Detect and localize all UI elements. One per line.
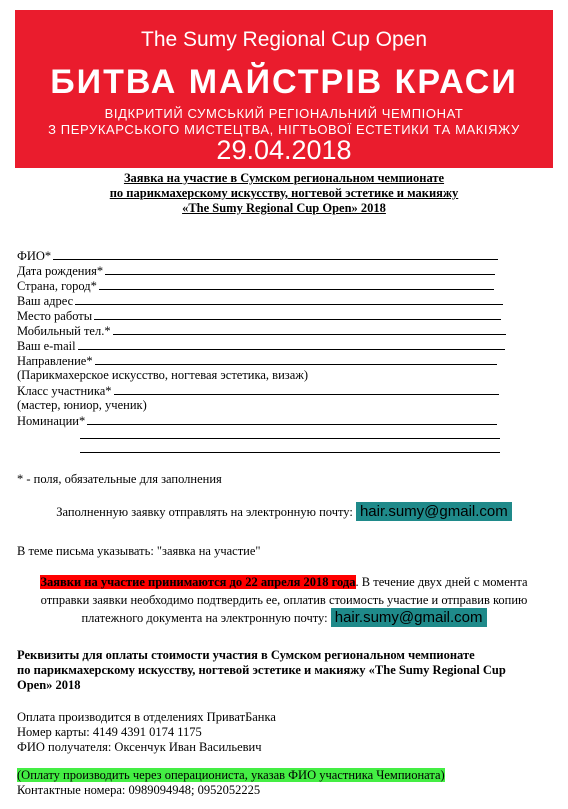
field-country[interactable] <box>17 278 494 293</box>
direction-hint: (Парикмахерское искусство, ногтевая эстетика, визаж) <box>17 368 309 382</box>
field-address[interactable] <box>17 293 503 308</box>
field-work[interactable] <box>17 308 501 323</box>
field-work-line[interactable] <box>94 308 501 320</box>
field-direction-label: Направление* <box>17 354 93 368</box>
send-text: Заполненную заявку отправлять на электронную почту: <box>56 505 353 519</box>
payment-title <box>17 648 506 693</box>
payment-note: (Оплату производить через операциониста, указав ФИО участника Чемпионата) <box>17 768 445 782</box>
banner-subtitle-line2: З ПЕРУКАРСЬКОГО МИСТЕЦТВА, НІГТЬОВОЇ ЕСТЕТИКИ ТА МАКІЯЖУ <box>48 122 520 137</box>
field-class[interactable] <box>17 383 499 398</box>
deadline-line1 <box>0 573 568 591</box>
payment-card: Номер карты: 4149 4391 0174 1175 <box>17 725 202 739</box>
field-address-line[interactable] <box>75 293 503 305</box>
banner-title-en: The Sumy Regional Cup Open <box>141 28 427 51</box>
banner-subtitle-line1: ВІДКРИТИЙ СУМСЬКИЙ РЕГІОНАЛЬНИЙ ЧЕМПІОНАТ <box>104 106 464 121</box>
field-nominations-line[interactable] <box>87 413 497 425</box>
heading-line3: «The Sumy Regional Cup Open» 2018 <box>182 201 386 215</box>
deadline-paragraph <box>0 573 568 627</box>
heading-line2: по парикмахерскому искусству, ногтевой эстетике и макияжу <box>109 186 459 200</box>
field-nominations-label: Номинации* <box>17 414 86 428</box>
field-mobile-label: Мобильный тел.* <box>17 324 111 338</box>
field-birth-line[interactable] <box>105 263 495 275</box>
field-direction-line[interactable] <box>95 353 497 365</box>
deadline-line2: отправки заявки необходимо подтвердить ее, оплатив стоимость участие и отправив копию <box>40 593 528 607</box>
payment-title-line1: Реквизиты для оплаты стоимости участия в Сумском региональном чемпионате <box>17 648 475 662</box>
field-country-label: Страна, город* <box>17 279 97 293</box>
send-instructions <box>0 503 568 521</box>
field-email[interactable] <box>17 338 505 353</box>
deadline-email-link[interactable]: hair.sumy@gmail.com <box>331 608 487 627</box>
deadline-line3 <box>0 609 568 627</box>
field-nominations[interactable] <box>17 413 497 428</box>
banner-title-ua: БИТВА МАЙСТРІВ КРАСИ <box>50 63 518 101</box>
event-banner <box>15 10 553 168</box>
field-fio-label: ФИО* <box>17 249 52 263</box>
field-fio[interactable] <box>17 248 498 263</box>
payment-details <box>17 710 276 755</box>
field-birth[interactable] <box>17 263 495 278</box>
deadline-rest3: платежного документа на электронную почту: <box>81 611 328 625</box>
nominations-line-2[interactable] <box>80 438 500 439</box>
payment-footer <box>17 768 445 798</box>
nominations-line-3[interactable] <box>80 452 500 453</box>
field-address-label: Ваш адрес <box>17 294 74 308</box>
class-hint: (мастер, юниор, ученик) <box>17 398 147 412</box>
banner-date: 29.04.2018 <box>216 135 352 165</box>
payment-bank: Оплата производится в отделениях ПриватБанка <box>17 710 276 724</box>
field-class-line[interactable] <box>114 383 499 395</box>
field-mobile[interactable] <box>17 323 506 338</box>
payment-title-line2: по парикмахерскому искусству, ногтевой эстетике и макияжу «The Sumy Regional Cup <box>17 663 506 677</box>
field-mobile-line[interactable] <box>113 323 506 335</box>
deadline-highlight: Заявки на участие принимаются до 22 апреля 2018 года <box>40 575 356 589</box>
field-email-line[interactable] <box>78 338 505 350</box>
field-fio-line[interactable] <box>53 248 498 260</box>
subject-instructions: В теме письма указывать: "заявка на участие" <box>17 544 261 558</box>
required-note: * - поля, обязательные для заполнения <box>17 472 222 486</box>
field-work-label: Место работы <box>17 309 93 323</box>
field-country-line[interactable] <box>99 278 494 290</box>
payment-title-line3: Open» 2018 <box>17 678 81 692</box>
deadline-rest1: . В течение двух дней с момента <box>355 575 528 589</box>
contact-phones: Контактные номера: 0989094948; 0952052225 <box>17 783 261 797</box>
field-email-label: Ваш e-mail <box>17 339 76 353</box>
send-email-link[interactable]: hair.sumy@gmail.com <box>356 502 512 521</box>
field-birth-label: Дата рождения* <box>17 264 104 278</box>
field-direction[interactable] <box>17 353 497 368</box>
application-heading <box>0 171 568 216</box>
heading-line1: Заявка на участие в Сумском региональном чемпионате <box>123 171 445 185</box>
field-class-label: Класс участника* <box>17 384 112 398</box>
payment-recipient: ФИО получателя: Оксенчук Иван Васильевич <box>17 740 262 754</box>
